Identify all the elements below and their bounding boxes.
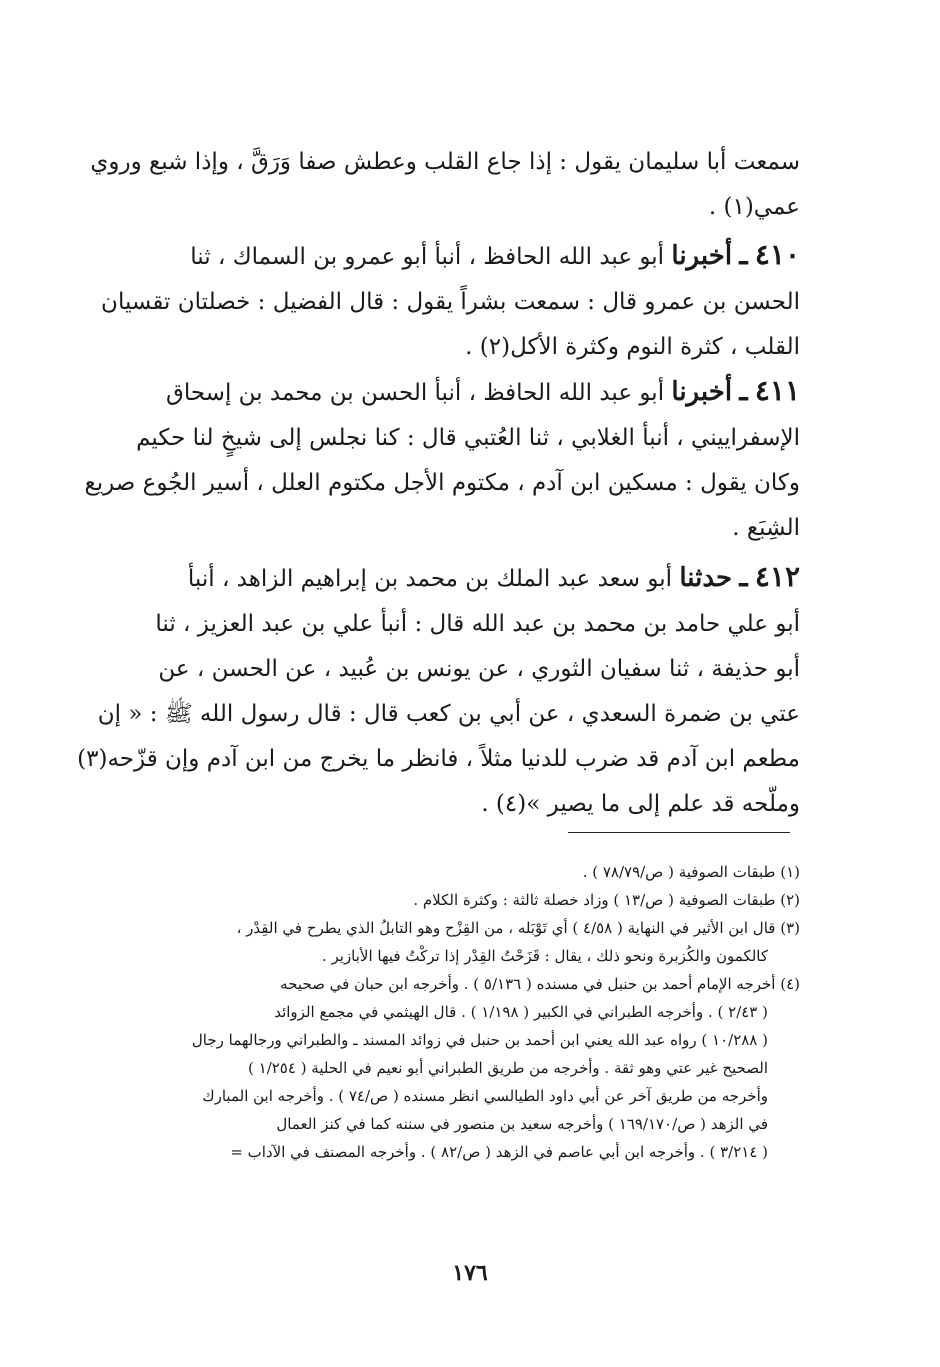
hadith-412 — [77, 554, 800, 827]
text-line: القلب ، كثرة النوم وكثرة الأكل(٢) . — [465, 334, 800, 360]
hadith-411 — [84, 368, 800, 551]
hadith-keyword: حدثنا — [679, 563, 733, 593]
hadith-dash: ـ — [739, 374, 748, 407]
hadith-number: ٤١١ — [754, 374, 800, 407]
footnotes — [88, 858, 800, 1166]
footnote-4: (٤) أخرجه الإمام أحمد بن حنبل في مسنده ( ٥/١٣٦ ) . وأخرجه ابن حبان في صحيحه — [280, 975, 800, 993]
hadith-keyword: أخبرنا — [671, 241, 733, 271]
text-line: عمي(١) . — [708, 194, 800, 220]
footnote-4-cont: وأخرجه من طريق آخر عن أبي داود الطيالسي انظر مسنده ( ص/٧٤ ) . وأخرجه ابن المبارك — [202, 1087, 768, 1105]
text-segment: أبو سعد عبد الملك بن محمد بن إبراهيم الزاهد ، أنبأ — [187, 566, 672, 592]
footnote-3-cont: كالكمون والكُزبرة ونحو ذلك ، يقال : قَزَحْتُ القِدْر إذا تركْتُ فيها الأبازير . — [321, 947, 768, 965]
text-line — [100, 232, 800, 280]
footnote-4-cont: في الزهد ( ص/١٦٩/١٧٠ ) وأخرجه سعيد بن منصور في سننه كما في كنز العمال — [276, 1115, 768, 1133]
hadith-410 — [100, 232, 800, 370]
text-line: وملّحه قد علم إلى ما يصير »(٤) . — [481, 791, 800, 817]
text-segment: أبو عبد الله الحافظ ، أنبأ أبو عمرو بن السماك ، ثنا — [190, 244, 665, 270]
footnote-1: (١) طبقات الصوفية ( ص/٧٨/٧٩ ) . — [582, 863, 800, 881]
text-line: أبو علي حامد بن محمد بن عبد الله قال : أنبأ علي بن عبد العزيز ، ثنا — [155, 611, 800, 637]
hadith-keyword: أخبرنا — [671, 377, 733, 407]
footnote-3: (٣) قال ابن الأثير في النهاية ( ٤/٥٨ ) أي تَوْبَله ، من القِزْح وهو التابلُ الذي يطرح في القِدْر ، — [236, 919, 800, 937]
paragraph-continuation — [90, 140, 800, 230]
page-number: ١٧٦ — [452, 1260, 488, 1286]
text-line: أبو حذيفة ، ثنا سفيان الثوري ، عن يونس بن عُبيد ، عن الحسن ، عن — [158, 656, 800, 682]
text-line: سمعت أبا سليمان يقول : إذا جاع القلب وعطش صفا وَرَقَّ ، وإذا شبع وروي — [90, 149, 800, 175]
footnote-4-cont: ( ١٠/٢٨٨ ) رواه عبد الله يعني ابن أحمد بن حنبل في زوائد المسند ـ والطبراني ورجالهما رجال — [191, 1031, 768, 1049]
text-line: عتي بن ضمرة السعدي ، عن أبي بن كعب قال : قال رسول الله ﷺ : « إن — [97, 701, 800, 727]
footnote-4-cont: الصحيح غير عتي وهو ثقة . وأخرجه من طريق الطبراني أبو نعيم في الحلية ( ١/٢٥٤ ) — [248, 1059, 768, 1077]
text-line: مطعم ابن آدم قد ضرب للدنيا مثلاً ، فانظر ما يخرج من ابن آدم وإن قزّحه(٣) — [77, 746, 800, 772]
text-line: الإسفراييني ، أنبأ الغلابي ، ثنا العُتبي قال : كنا نجلس إلى شيخٍ لنا حكيم — [136, 425, 800, 451]
text-line: الحسن بن عمرو قال : سمعت بشراً يقول : قال الفضيل : خصلتان تقسيان — [101, 289, 800, 315]
footnote-separator — [568, 832, 790, 833]
text-segment: أبو عبد الله الحافظ ، أنبأ الحسن بن محمد بن إسحاق — [165, 380, 665, 406]
hadith-number: ٤١٠ — [754, 238, 800, 271]
text-line: وكان يقول : مسكين ابن آدم ، مكتوم الأجل مكتوم العلل ، أسير الجُوع صريع — [84, 470, 800, 496]
text-line — [100, 368, 800, 416]
text-line — [100, 554, 800, 602]
footnote-4-cont: ( ٣/٢١٤ ) . وأخرجه ابن أبي عاصم في الزهد ( ص/٨٢ ) . وأخرجه المصنف في الآداب = — [230, 1143, 768, 1161]
footnote-2: (٢) طبقات الصوفية ( ص/١٣ ) وزاد خصلة ثالثة : وكثرة الكلام . — [413, 891, 800, 909]
hadith-dash: ـ — [739, 560, 748, 593]
text-line: الشِبَع . — [732, 515, 800, 541]
footnote-4-cont: ( ٢/٤٣ ) . وأخرجه الطبراني في الكبير ( ١/١٩٨ ) . قال الهيثمي في مجمع الزوائد — [274, 1003, 768, 1021]
hadith-dash: ـ — [739, 238, 748, 271]
hadith-number: ٤١٢ — [754, 560, 800, 593]
